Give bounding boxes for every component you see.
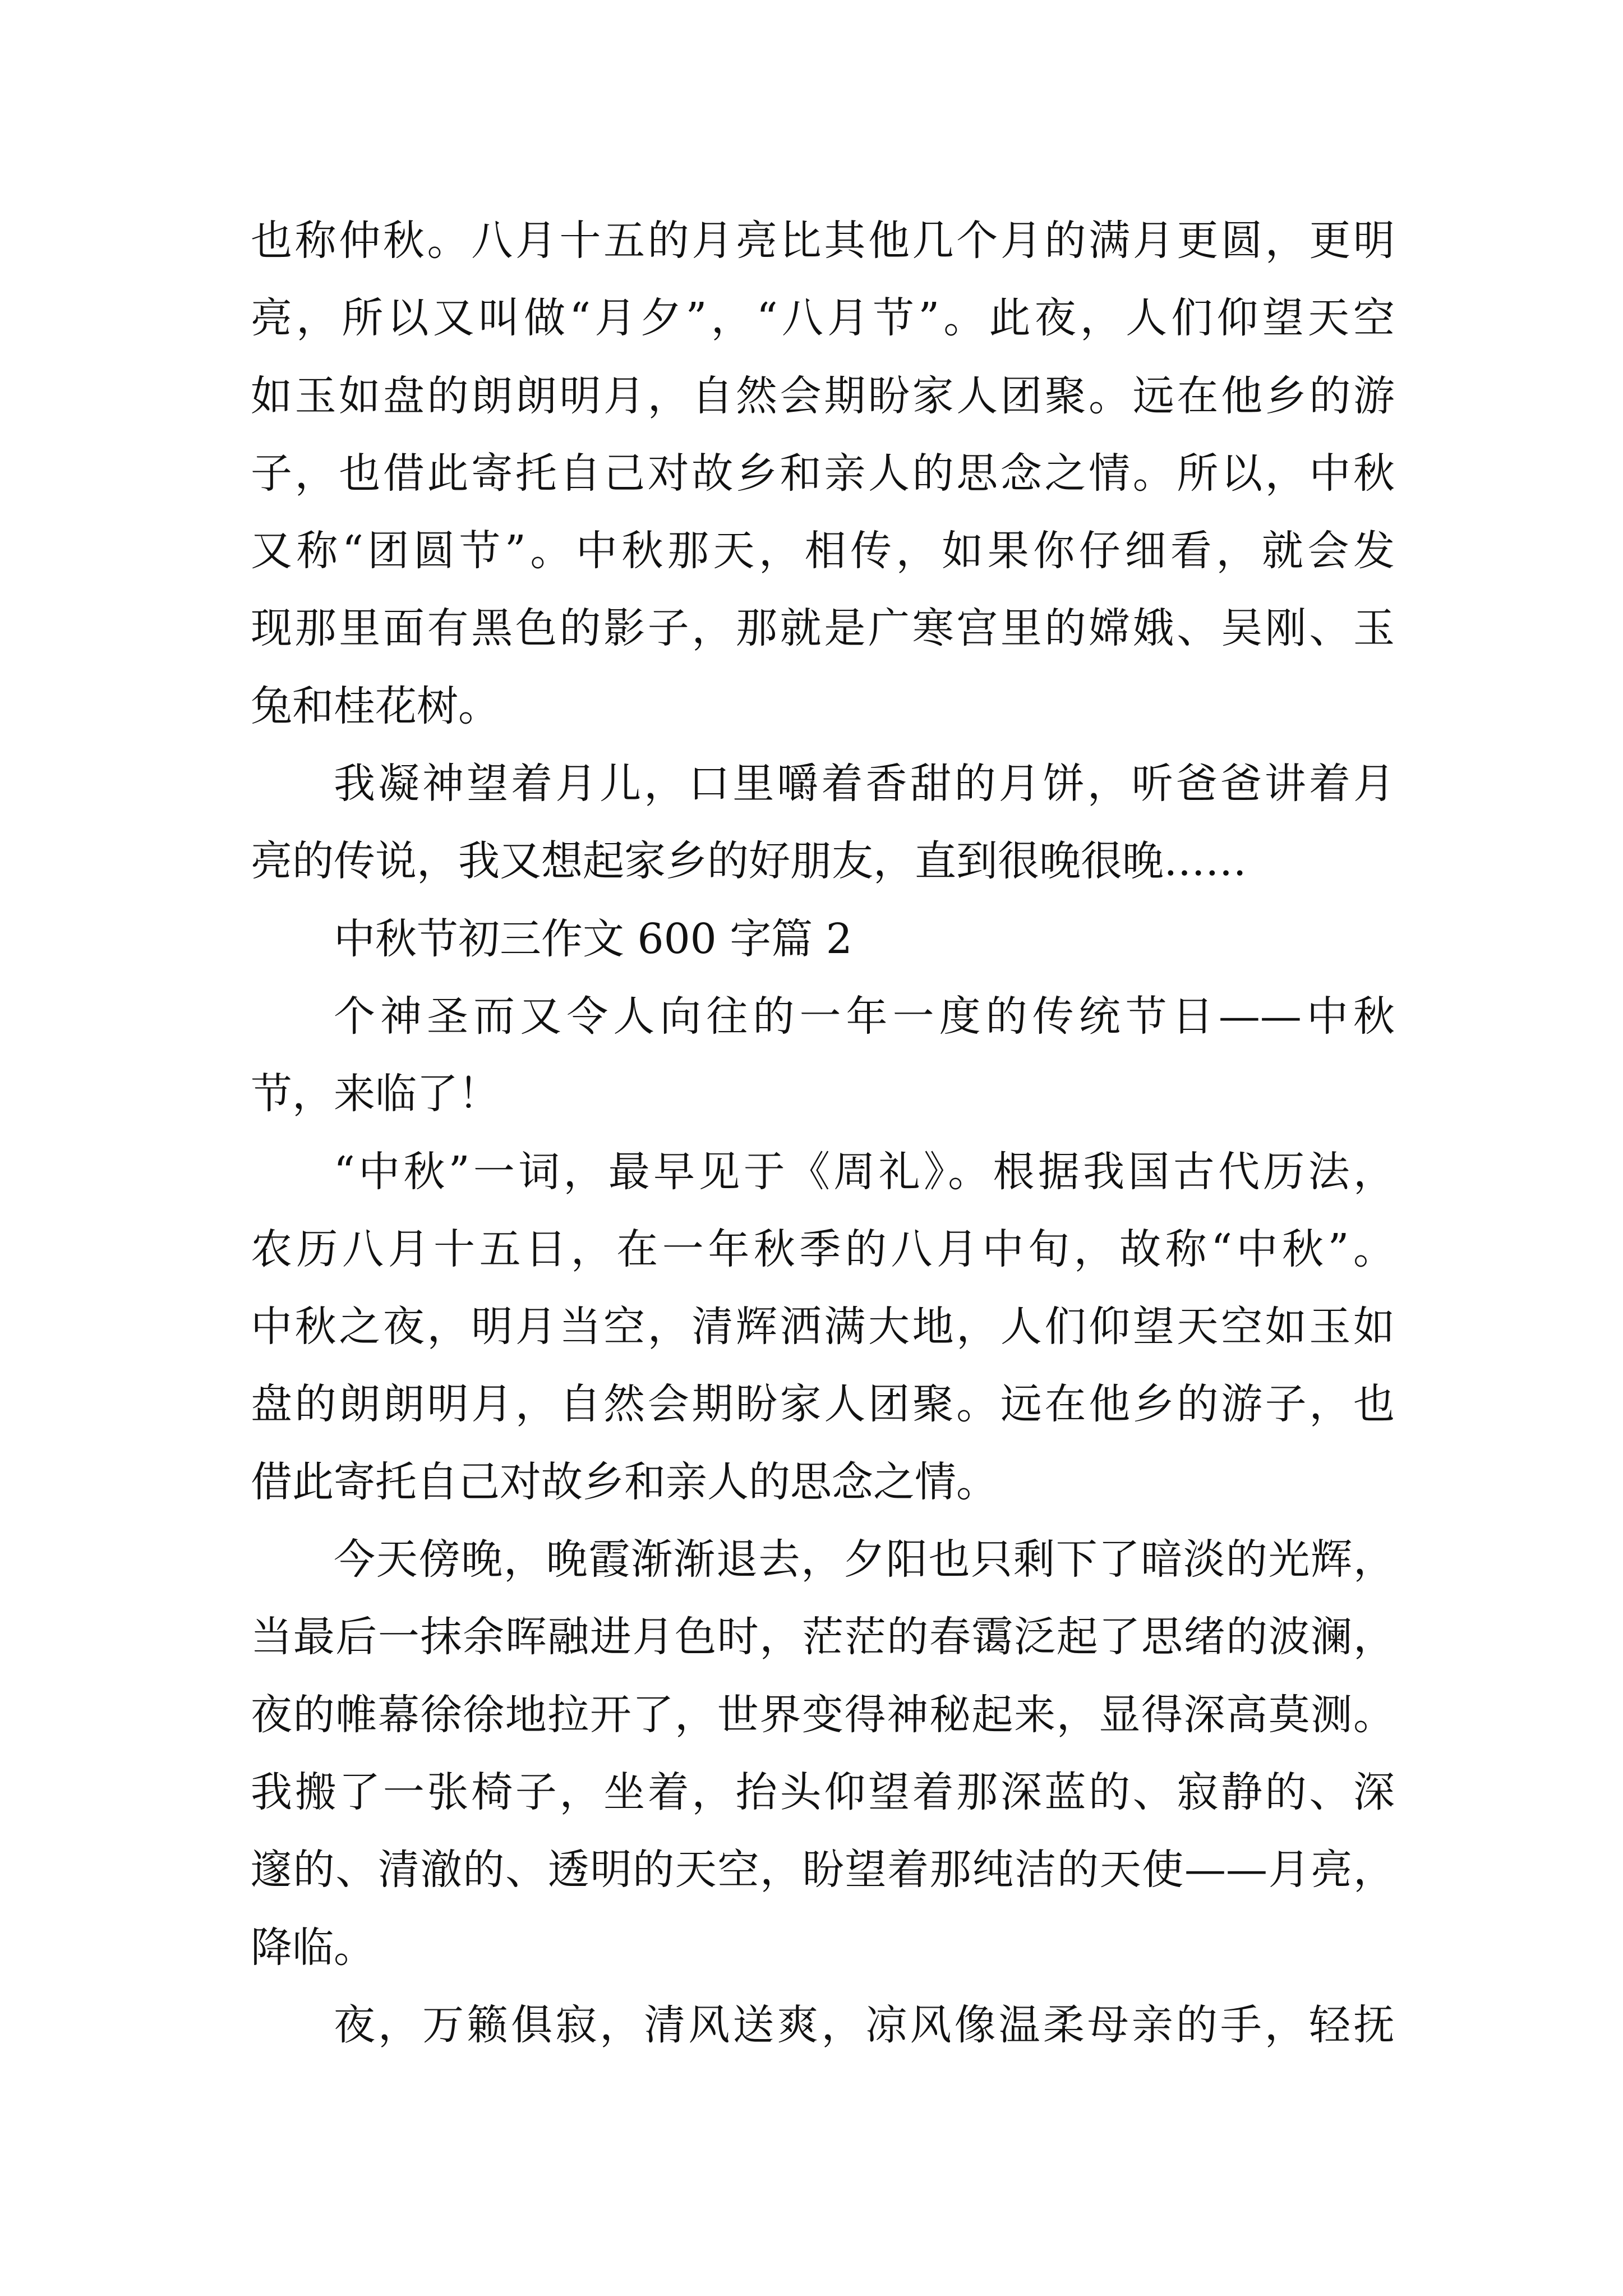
paragraph — [251, 202, 1395, 745]
paragraph-line: 兔和桂花树。 — [251, 682, 500, 730]
section-heading — [251, 900, 1395, 978]
paragraph-line: 邃的、清澈的、透明的天空，盼望着那纯洁的天使——月亮， — [251, 1846, 1395, 1894]
paragraph-line: 夜，万籁俱寂，清风送爽，凉风像温柔母亲的手，轻抚 — [334, 2000, 1395, 2049]
paragraph-line: 农历八月十五日，在一年秋季的八月中旬，故称“中秋”。 — [251, 1225, 1395, 1273]
paragraph — [251, 1521, 1395, 1986]
paragraph-line: 如玉如盘的朗朗明月，自然会期盼家人团聚。远在他乡的游 — [251, 371, 1395, 420]
paragraph-line: 盘的朗朗明月，自然会期盼家人团聚。远在他乡的游子，也 — [251, 1380, 1395, 1429]
paragraph-line: 我搬了一张椅子，坐着，抬头仰望着那深蓝的、寂静的、深 — [251, 1768, 1395, 1816]
paragraph-line: “中秋”一词，最早见于《周礼》。根据我国古代历法， — [334, 1147, 1395, 1196]
paragraph-line: 节，来临了！ — [251, 1070, 500, 1119]
paragraph-line: 现那里面有黑色的影子，那就是广寒宫里的嫦娥、吴刚、玉 — [251, 604, 1395, 653]
paragraph-line: 亮的传说，我又想起家乡的好朋友，直到很晚很晚…… — [251, 837, 1247, 886]
paragraph-line: 今天傍晚，晚霞渐渐退去，夕阳也只剩下了暗淡的光辉， — [334, 1535, 1395, 1584]
paragraph — [251, 1133, 1395, 1521]
paragraph-line: 借此寄托自己对故乡和亲人的思念之情。 — [251, 1457, 998, 1506]
paragraph-line: 子，也借此寄托自己对故乡和亲人的思念之情。所以，中秋 — [251, 449, 1395, 498]
paragraph — [251, 1986, 1395, 2064]
paragraph-line: 又称“团圆节”。中秋那天，相传，如果你仔细看，就会发 — [251, 527, 1395, 576]
paragraph-line: 也称仲秋。八月十五的月亮比其他几个月的满月更圆，更明 — [251, 217, 1395, 265]
paragraph-line: 当最后一抹余晖融进月色时，茫茫的春霭泛起了思绪的波澜， — [251, 1613, 1395, 1662]
paragraph-line: 个神圣而又令人向往的一年一度的传统节日——中秋 — [334, 992, 1395, 1041]
document-body — [251, 202, 1395, 2064]
paragraph-line: 我凝神望着月儿，口里嚼着香甜的月饼，听爸爸讲着月 — [334, 760, 1395, 808]
paragraph-line: 亮，所以又叫做“月夕”，“八月节”。此夜，人们仰望天空 — [251, 294, 1395, 343]
paragraph — [251, 978, 1395, 1133]
paragraph-line: 降临。 — [251, 1923, 375, 1972]
section-heading-text: 中秋节初三作文 600 字篇 2 — [334, 914, 852, 963]
paragraph — [251, 745, 1395, 900]
paragraph-line: 中秋之夜，明月当空，清辉洒满大地，人们仰望天空如玉如 — [251, 1303, 1395, 1351]
paragraph-line: 夜的帷幕徐徐地拉开了，世界变得神秘起来，显得深高莫测。 — [251, 1690, 1395, 1739]
